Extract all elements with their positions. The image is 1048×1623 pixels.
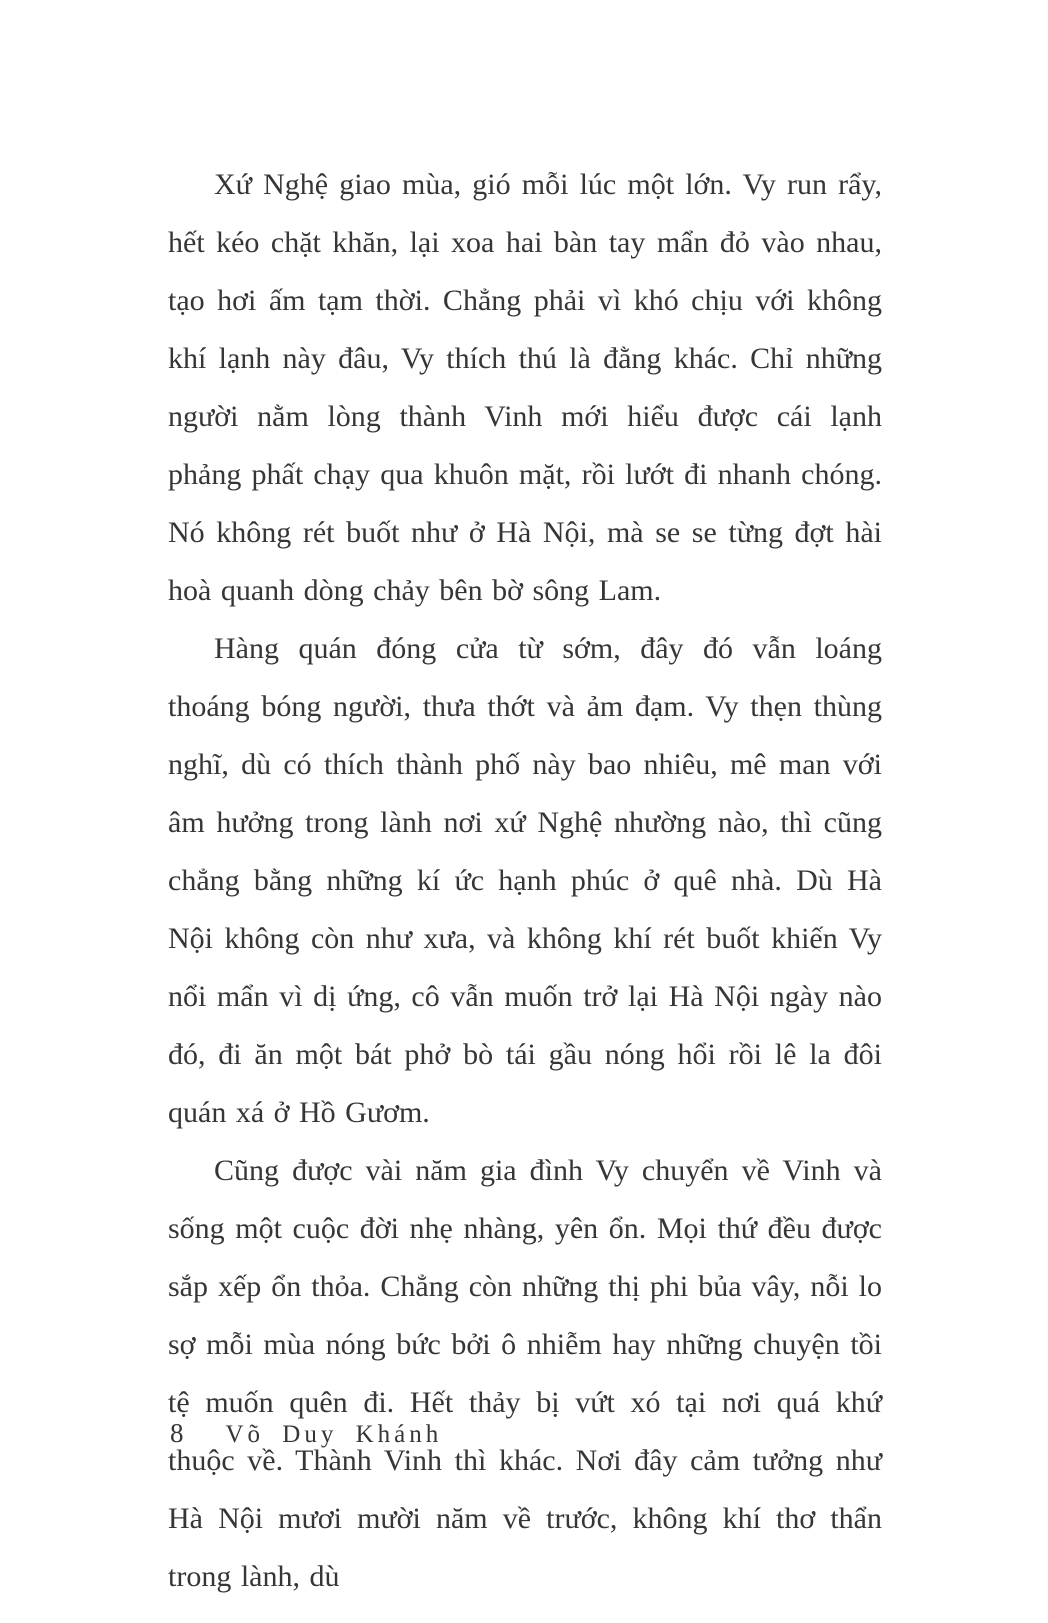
page-number: 8 [170,1418,184,1448]
body-text [168,156,882,1606]
paragraph-2: Hàng quán đóng cửa từ sớm, đây đó vẫn loáng thoáng bóng người, thưa thớt và ảm đạm. Vy thẹn thùng nghĩ, dù có thích thành phố này bao nhiêu, mê man với âm hưởng trong lành nơi xứ Nghệ nhường nào, thì cũng chẳng bằng những kí ức hạnh phúc ở quê nhà. Dù Hà Nội không còn như xưa, và không khí rét buốt khiến Vy nổi mẩn vì dị ứng, cô vẫn muốn trở lại Hà Nội ngày nào đó, đi ăn một bát phở bò tái gầu nóng hổi rồi lê la đôi quán xá ở Hồ Gươm. [168,632,882,1129]
page-footer [170,1418,884,1449]
paragraph-1: Xứ Nghệ giao mùa, gió mỗi lúc một lớn. Vy run rẩy, hết kéo chặt khăn, lại xoa hai bàn tay mẩn đỏ vào nhau, tạo hơi ấm tạm thời. Chẳng phải vì khó chịu với không khí lạnh này đâu, Vy thích thú là đằng khác. Chỉ những người nằm lòng thành Vinh mới hiểu được cái lạnh phảng phất chạy qua khuôn mặt, rồi lướt đi nhanh chóng. Nó không rét buốt như ở Hà Nội, mà se se từng đợt hài hoà quanh dòng chảy bên bờ sông Lam. [168,168,882,607]
author-name: Võ Duy Khánh [225,1421,443,1448]
paragraph-3: Cũng được vài năm gia đình Vy chuyển về Vinh và sống một cuộc đời nhẹ nhàng, yên ổn. Mọi thứ đều được sắp xếp ổn thỏa. Chẳng còn những thị phi bủa vây, nỗi lo sợ mỗi mùa nóng bức bởi ô nhiễm hay những chuyện tồi tệ muốn quên đi. Hết thảy bị vứt xó tại nơi quá khứ thuộc về. Thành Vinh thì khác. Nơi đây cảm tưởng như Hà Nội mươi mười năm về trước, không khí thơ thẩn trong lành, dù [168,1154,882,1593]
